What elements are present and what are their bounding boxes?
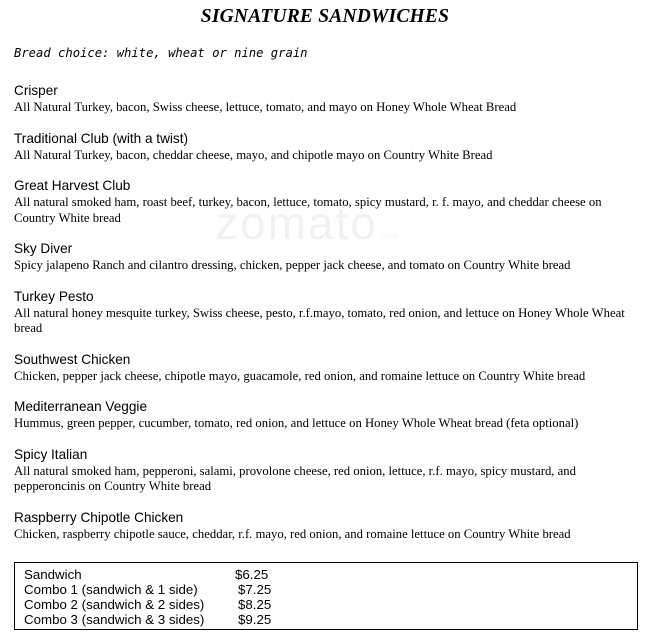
menu-item-southwest-chicken (14, 352, 642, 385)
menu-item-sky-diver (14, 241, 642, 274)
menu-item-great-harvest-club (14, 178, 642, 226)
item-description: All natural honey mesquite turkey, Swiss cheese, pesto, r.f.mayo, tomato, red onion, and lettuce on Honey Whole Wheat bread (14, 305, 625, 335)
bread-choice-note: Bread choice: white, wheat or nine grain (14, 46, 308, 60)
price-value: $8.25 (238, 597, 272, 612)
price-value: $9.25 (238, 612, 272, 627)
price-label: Combo 3 (sandwich & 3 sides) (24, 612, 205, 627)
watermark-text: zomato (215, 197, 378, 249)
item-name: Mediterranean Veggie (14, 399, 148, 414)
price-row-combo-2 (24, 597, 324, 612)
price-row-sandwich (24, 567, 324, 582)
item-description: All Natural Turkey, bacon, Swiss cheese, lettuce, tomato, and mayo on Honey Whole Wheat Bread (14, 100, 517, 114)
item-name: Southwest Chicken (14, 351, 131, 367)
menu-item-traditional-club (14, 131, 642, 164)
menu-item-raspberry-chipotle-chicken (14, 510, 642, 543)
price-label: Combo 1 (sandwich & 1 side) (24, 582, 198, 597)
item-description: All Natural Turkey, bacon, cheddar cheese, mayo, and chipotle mayo on Country White Bread (14, 147, 493, 162)
item-description: Chicken, pepper jack cheese, chipotle mayo, guacamole, red onion, and romaine lettuce on Country White bread (14, 368, 586, 383)
price-row-combo-1 (24, 582, 324, 597)
item-description: Chicken, raspberry chipotle sauce, cheddar, r.f. mayo, red onion, and romaine lettuce on Country White bread (14, 526, 571, 541)
price-value: $6.25 (235, 567, 269, 582)
item-name: Traditional Club (with a twist) (14, 130, 189, 146)
item-name: Sky Diver (14, 241, 73, 256)
menu-item-spicy-italian (14, 447, 642, 495)
menu-item-mediterranean-veggie (14, 399, 642, 432)
price-label: Combo 2 (sandwich & 2 sides) (24, 597, 205, 612)
item-name: Spicy Italian (14, 446, 88, 462)
price-table (14, 562, 638, 630)
item-name: Raspberry Chipotle Chicken (14, 509, 184, 525)
item-description: Hummus, green pepper, cucumber, tomato, red onion, and lettuce on Honey Whole Wheat bread (feta optional) (14, 416, 579, 430)
item-name: Crisper (14, 83, 58, 98)
item-name: Great Harvest Club (14, 178, 131, 193)
watermark-suffix: .com (377, 231, 398, 241)
sandwich-list (14, 83, 642, 557)
menu-item-crisper (14, 83, 642, 116)
page-title: SIGNATURE SANDWICHES (200, 6, 450, 27)
item-description: All natural smoked ham, pepperoni, salami, provolone cheese, red onion, lettuce, r.f. mayo, spicy mustard, and pepperoncinis on Country White bread (14, 463, 576, 493)
item-description: Spicy jalapeno Ranch and cilantro dressing, chicken, pepper jack cheese, and tomato on Country White bread (14, 258, 571, 272)
price-value: $7.25 (238, 582, 272, 597)
price-row-combo-3 (24, 612, 324, 627)
item-name: Turkey Pesto (14, 288, 94, 304)
item-description: All natural smoked ham, roast beef, turkey, bacon, lettuce, tomato, spicy mustard, r. f. mayo, and cheddar cheese on Country White bread (14, 195, 602, 225)
price-label: Sandwich (24, 567, 82, 582)
menu-item-turkey-pesto (14, 289, 642, 337)
